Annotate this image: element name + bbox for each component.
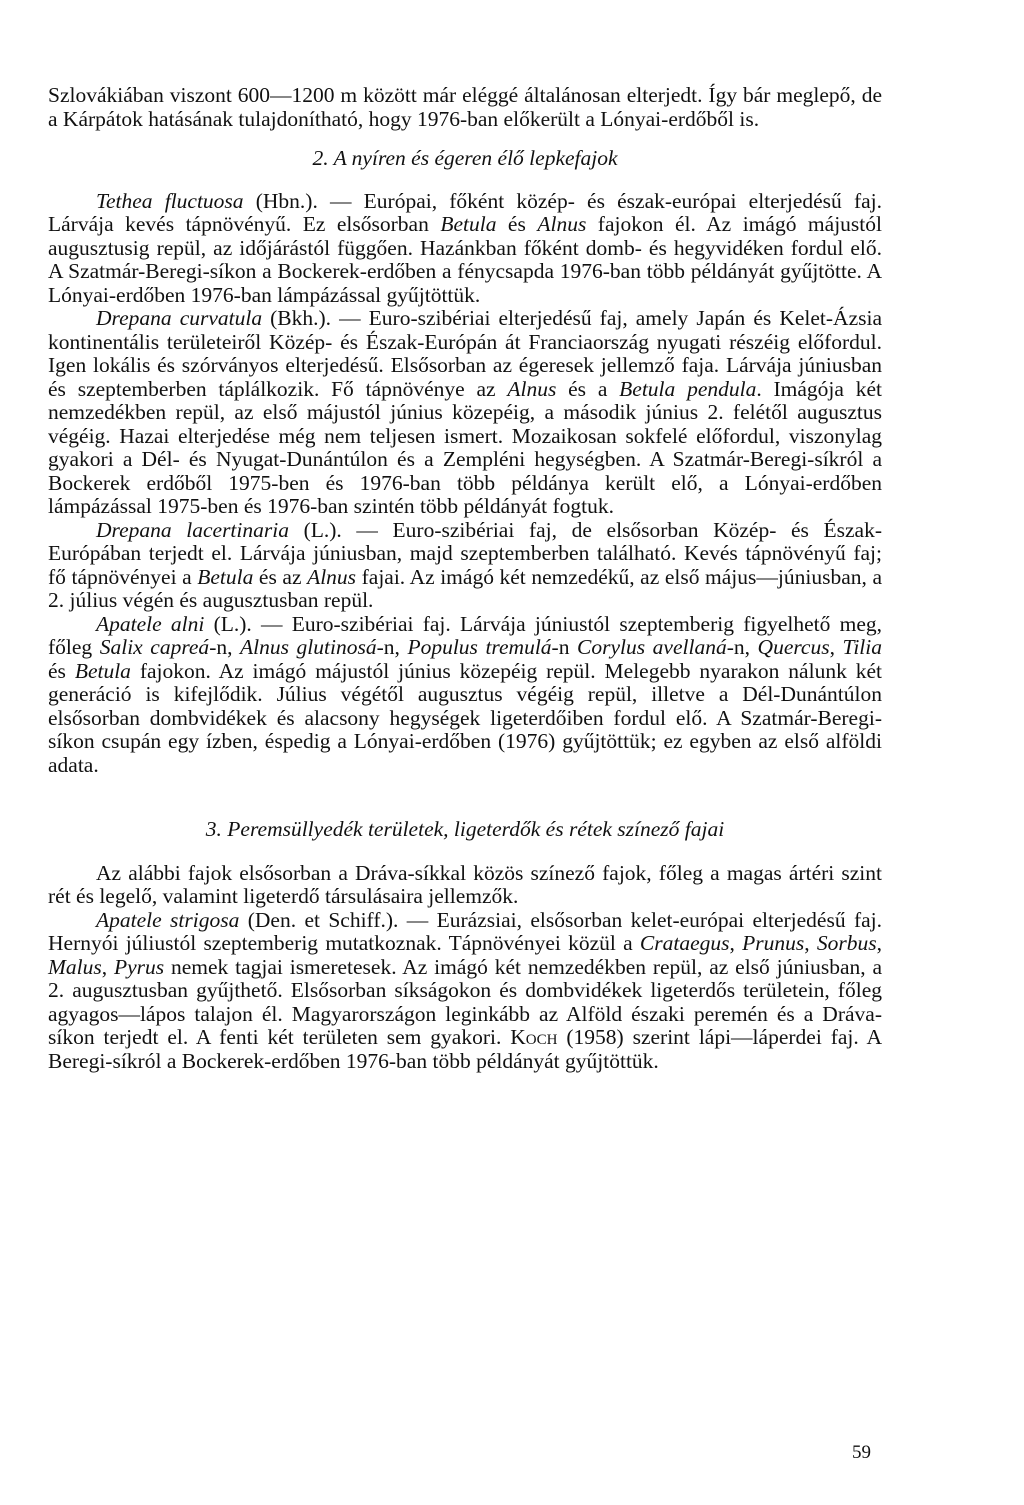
species-name: Apatele alni (96, 611, 205, 636)
species-name: Apatele strigosa (96, 907, 240, 932)
species-entry-apatele-alni: Apatele alni (L.). — Euro-szibériai faj. Lárvája júniustól szeptemberig figyelhető meg, főleg Salix capreá-n, Alnus glutinosá-n, Populus tremulá-n Corylus avellaná-n, Quercus, Tilia és Betula fajokon. Az imágó májustól június közepéig repül. Melegebb nyarakon nálunk két generáció is kifejlődik. Július végétől augusztus végéig repül, illetve a Dél-Dunántúlon elsősorban dombvidékek és alacsony hegységek ligeterdőiben fordul elő. A Szatmár-Beregi-síkon csupán egy ízben, éspedig a Lónyai-erdőben (1976) gyűjtöttük; ez egyben az első alföldi adata. (48, 611, 882, 777)
species-name: Drepana lacertinaria (96, 517, 289, 542)
species-entry-tethea-fluctuosa: Tethea fluctuosa (Hbn.). — Európai, főként közép- és észak-európai elterjedésű faj. Lárvája kevés tápnövényű. Ez elsősorban Betula és Alnus fajokon él. Az imágó májustól augusztusig repül, az időjárástól függően. Hazánkban főként domb- és hegyvidéken fordul elő. A Szatmár-Beregi-síkon a Bockerek-erdőben a fénycsapda 1976-ban több példányát gyűjtötte. A Lónyai-erdőben 1976-ban lámpázással gyűjtöttük. (48, 188, 882, 307)
author-name-koch: Koch (510, 1025, 558, 1049)
species-name: Tethea fluctuosa (96, 188, 244, 213)
section-2-heading: 2. A nyíren és égeren élő lepkefajok (312, 146, 618, 170)
page-number: 59 (852, 1442, 871, 1463)
species-name: Drepana curvatula (96, 306, 263, 330)
section-3-intro: Az alábbi fajok elsősorban a Dráva-síkkal közös színező fajok, főleg a magas ártéri szint rét és legelő, valamint ligeterdő társulásaira jellemzők. (48, 860, 882, 908)
species-entry-apatele-strigosa: Apatele strigosa (Den. et Schiff.). — Eurázsiai, elsősorban kelet-európai elterjedésű faj. Hernyói júliustól szeptemberig mutatkoznak. Tápnövényei közül a Crataegus, Prunus, Sorbus, Malus, Pyrus nemek tagjai ismeretesek. Az imágó két nemzedékben repül, az első júniusban, a 2. augusztusban gyűjthető. Elsősorban síkságokon és dombvidékek ligeterdős területein, főleg agyagos—lápos talajon él. Magyarországon leginkább az Alföld északi peremén és a Dráva-síkon terjedt el. A fenti két területen sem gyakori. Koch (1958) szerint lápi—láperdei faj. A Beregi-síkról a Bockerek-erdőben 1976-ban több példányát gyűjtöttük. (48, 907, 883, 1073)
document-page (48, 84, 882, 1073)
section-3-heading: 3. Peremsüllyedék területek, ligeterdők és rétek színező fajai (205, 817, 725, 841)
species-entry-drepana-curvatula: Drepana curvatula (Bkh.). — Euro-szibériai elterjedésű faj, amely Japán és Kelet-Ázsia kontinentális területeiről Közép- és Észak-Európán át Franciaország nyugati részéig előfordul. Igen lokális és szórványos elterjedésű. Elsősorban az égeresek jellemző faja. Lárvája júniusban és szeptemberben táplálkozik. Fő tápnövénye az Alnus és a Betula pendula. Imágója két nemzedékben repül, az első májustól június közepéig, a második június 2. felétől augusztus végéig. Hazai elterjedése még nem teljesen ismert. Mozaikosan sokfelé előfordul, viszonylag gyakori a Dél- és Nyugat-Dunántúlon és a Zempléni hegységben. A Szatmár-Beregi-síkról a Bockerek erdőből 1975-ben és 1976-ban több példánya került elő, a Lónyai-erdőben lámpázással 1975-ben és 1976-ban szintén több példányát fogtuk. (48, 306, 882, 518)
species-entry-drepana-lacertinaria: Drepana lacertinaria (L.). — Euro-szibériai faj, de elsősorban Közép- és Észak-Európában terjedt el. Lárvája júniusban, majd szeptemberben található. Kevés tápnövényű faj; fő tápnövényei a Betula és az Alnus fajai. Az imágó két nemzedékű, az első május—júniusban, a 2. július végén és augusztusban repül. (48, 517, 883, 612)
intro-paragraph: Szlovákiában viszont 600—1200 m között már eléggé általánosan elterjedt. Így bár meglepő, de a Kárpátok hatásának tulajdonítható, hogy 1976-ban előkerült a Lónyai-erdőből is. (48, 83, 882, 131)
